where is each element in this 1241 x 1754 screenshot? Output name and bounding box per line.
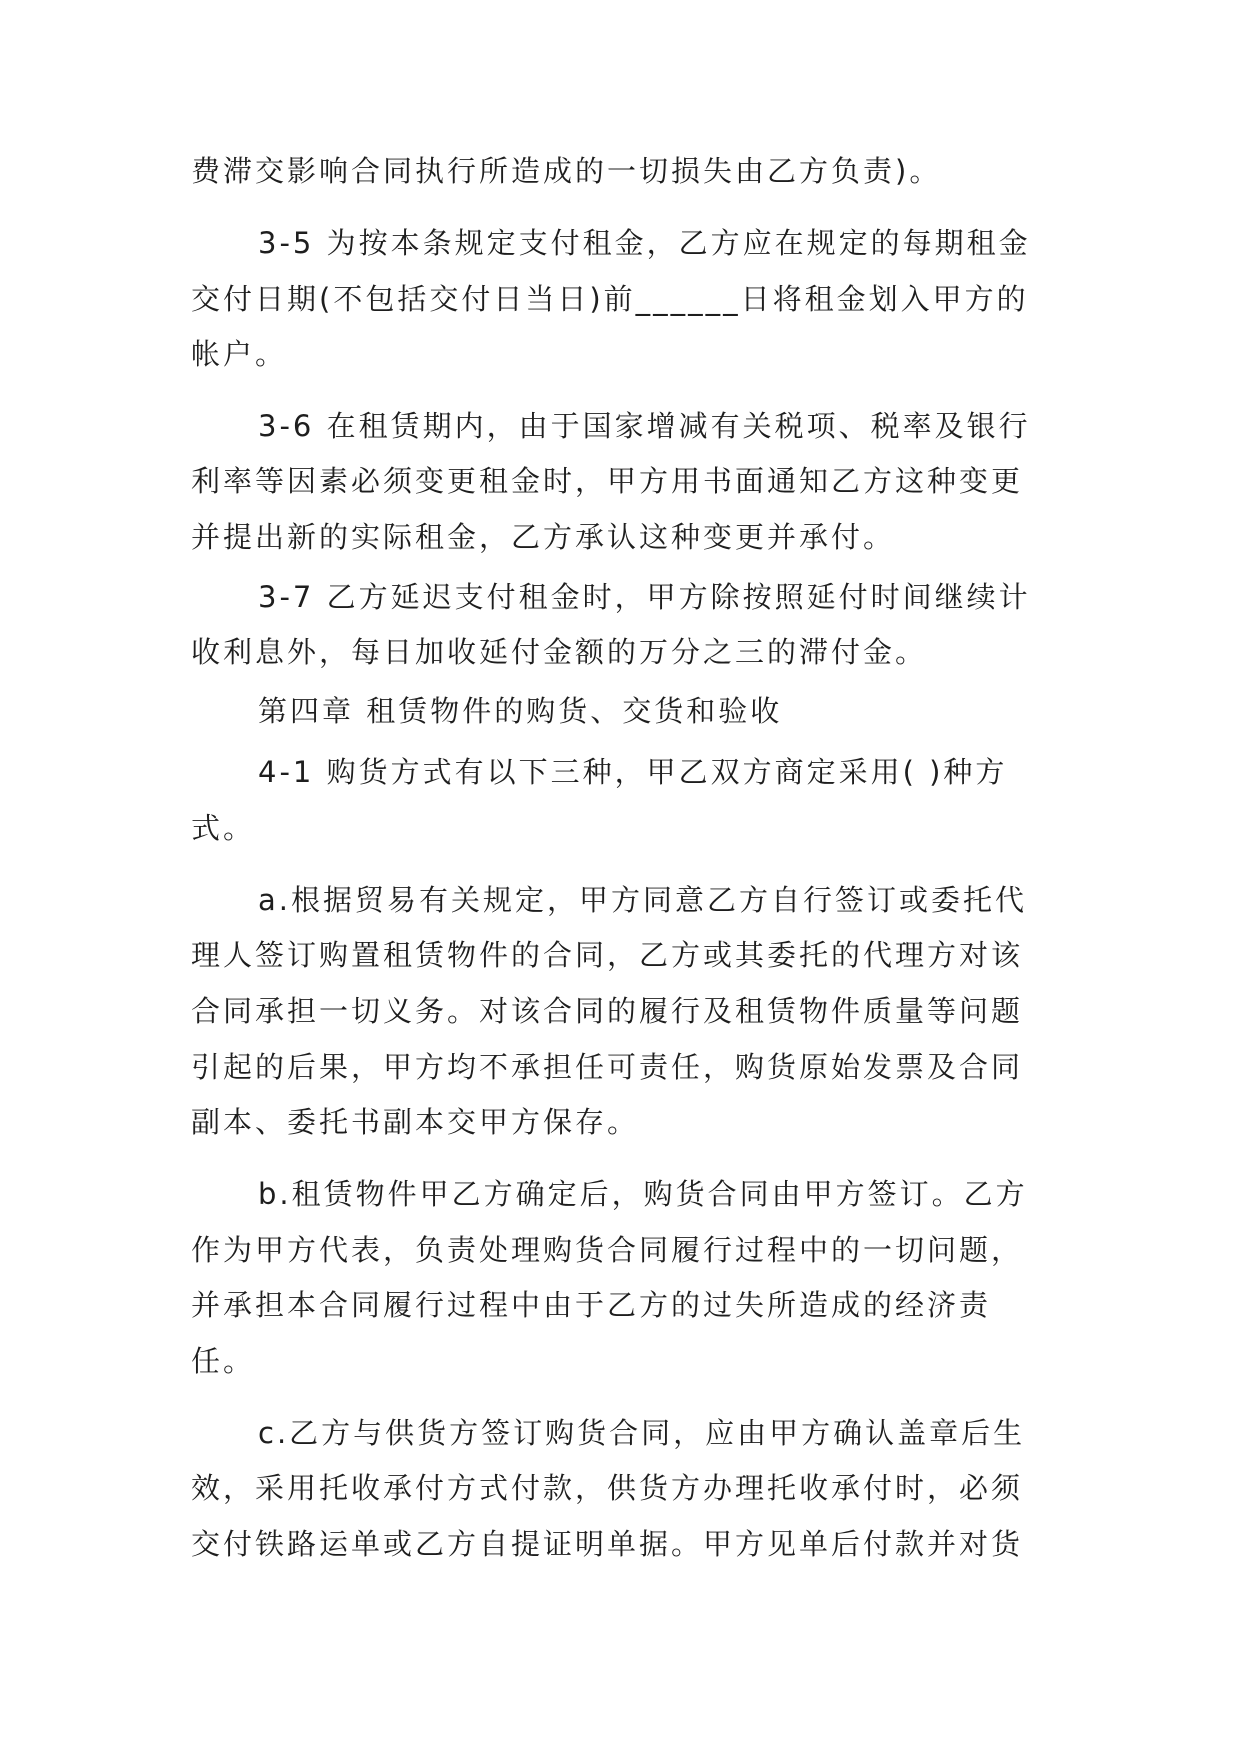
text-line: 利率等因素必须变更租金时，甲方用书面通知乙方这种变更 [191,464,1024,498]
text-line: 并提出新的实际租金，乙方承认这种变更并承付。 [191,520,896,554]
text-line: 任。 [191,1344,256,1378]
text-line: 副本、委托书副本交甲方保存。 [191,1105,640,1139]
text-line: 合同承担一切义务。对该合同的履行及租赁物件质量等问题 [191,994,1024,1028]
text-line: 交付铁路运单或乙方自提证明单据。甲方见单后付款并对货 [191,1527,1024,1561]
text-line: 作为甲方代表，负责处理购货合同履行过程中的一切问题， [191,1233,1024,1267]
clause-3-6: 3-6 在租赁期内，由于国家增减有关税项、税率及银行 [258,409,1031,443]
text-line: 费滞交影响合同执行所造成的一切损失由乙方负责)。 [191,154,942,188]
clause-4-1: 4-1 购货方式有以下三种，甲乙双方商定采用( )种方 [258,755,1008,789]
text-line: 理人签订购置租赁物件的合同，乙方或其委托的代理方对该 [191,938,1024,972]
clause-3-7: 3-7 乙方延迟支付租金时，甲方除按照延付时间继续计 [258,580,1031,614]
text-line: 式。 [191,811,256,845]
item-a: a.根据贸易有关规定，甲方同意乙方自行签订或委托代 [258,883,1027,917]
text-line: 帐户。 [191,337,288,371]
text-line: 交付日期(不包括交付日当日)前______日将租金划入甲方的 [191,282,1029,316]
text-line: 效，采用托收承付方式付款，供货方办理托收承付时，必须 [191,1471,1024,1505]
clause-3-5: 3-5 为按本条规定支付租金，乙方应在规定的每期租金 [258,226,1031,260]
chapter-heading: 第四章 租赁物件的购货、交货和验收 [258,694,783,728]
item-b: b.租赁物件甲乙方确定后，购货合同由甲方签订。乙方 [258,1177,1028,1211]
text-line: 并承担本合同履行过程中由于乙方的过失所造成的经济责 [191,1288,992,1322]
item-c: c.乙方与供货方签订购货合同，应由甲方确认盖章后生 [258,1416,1026,1450]
text-line: 收利息外，每日加收延付金额的万分之三的滞付金。 [191,635,928,669]
text-line: 引起的后果，甲方均不承担任可责任，购货原始发票及合同 [191,1050,1024,1084]
